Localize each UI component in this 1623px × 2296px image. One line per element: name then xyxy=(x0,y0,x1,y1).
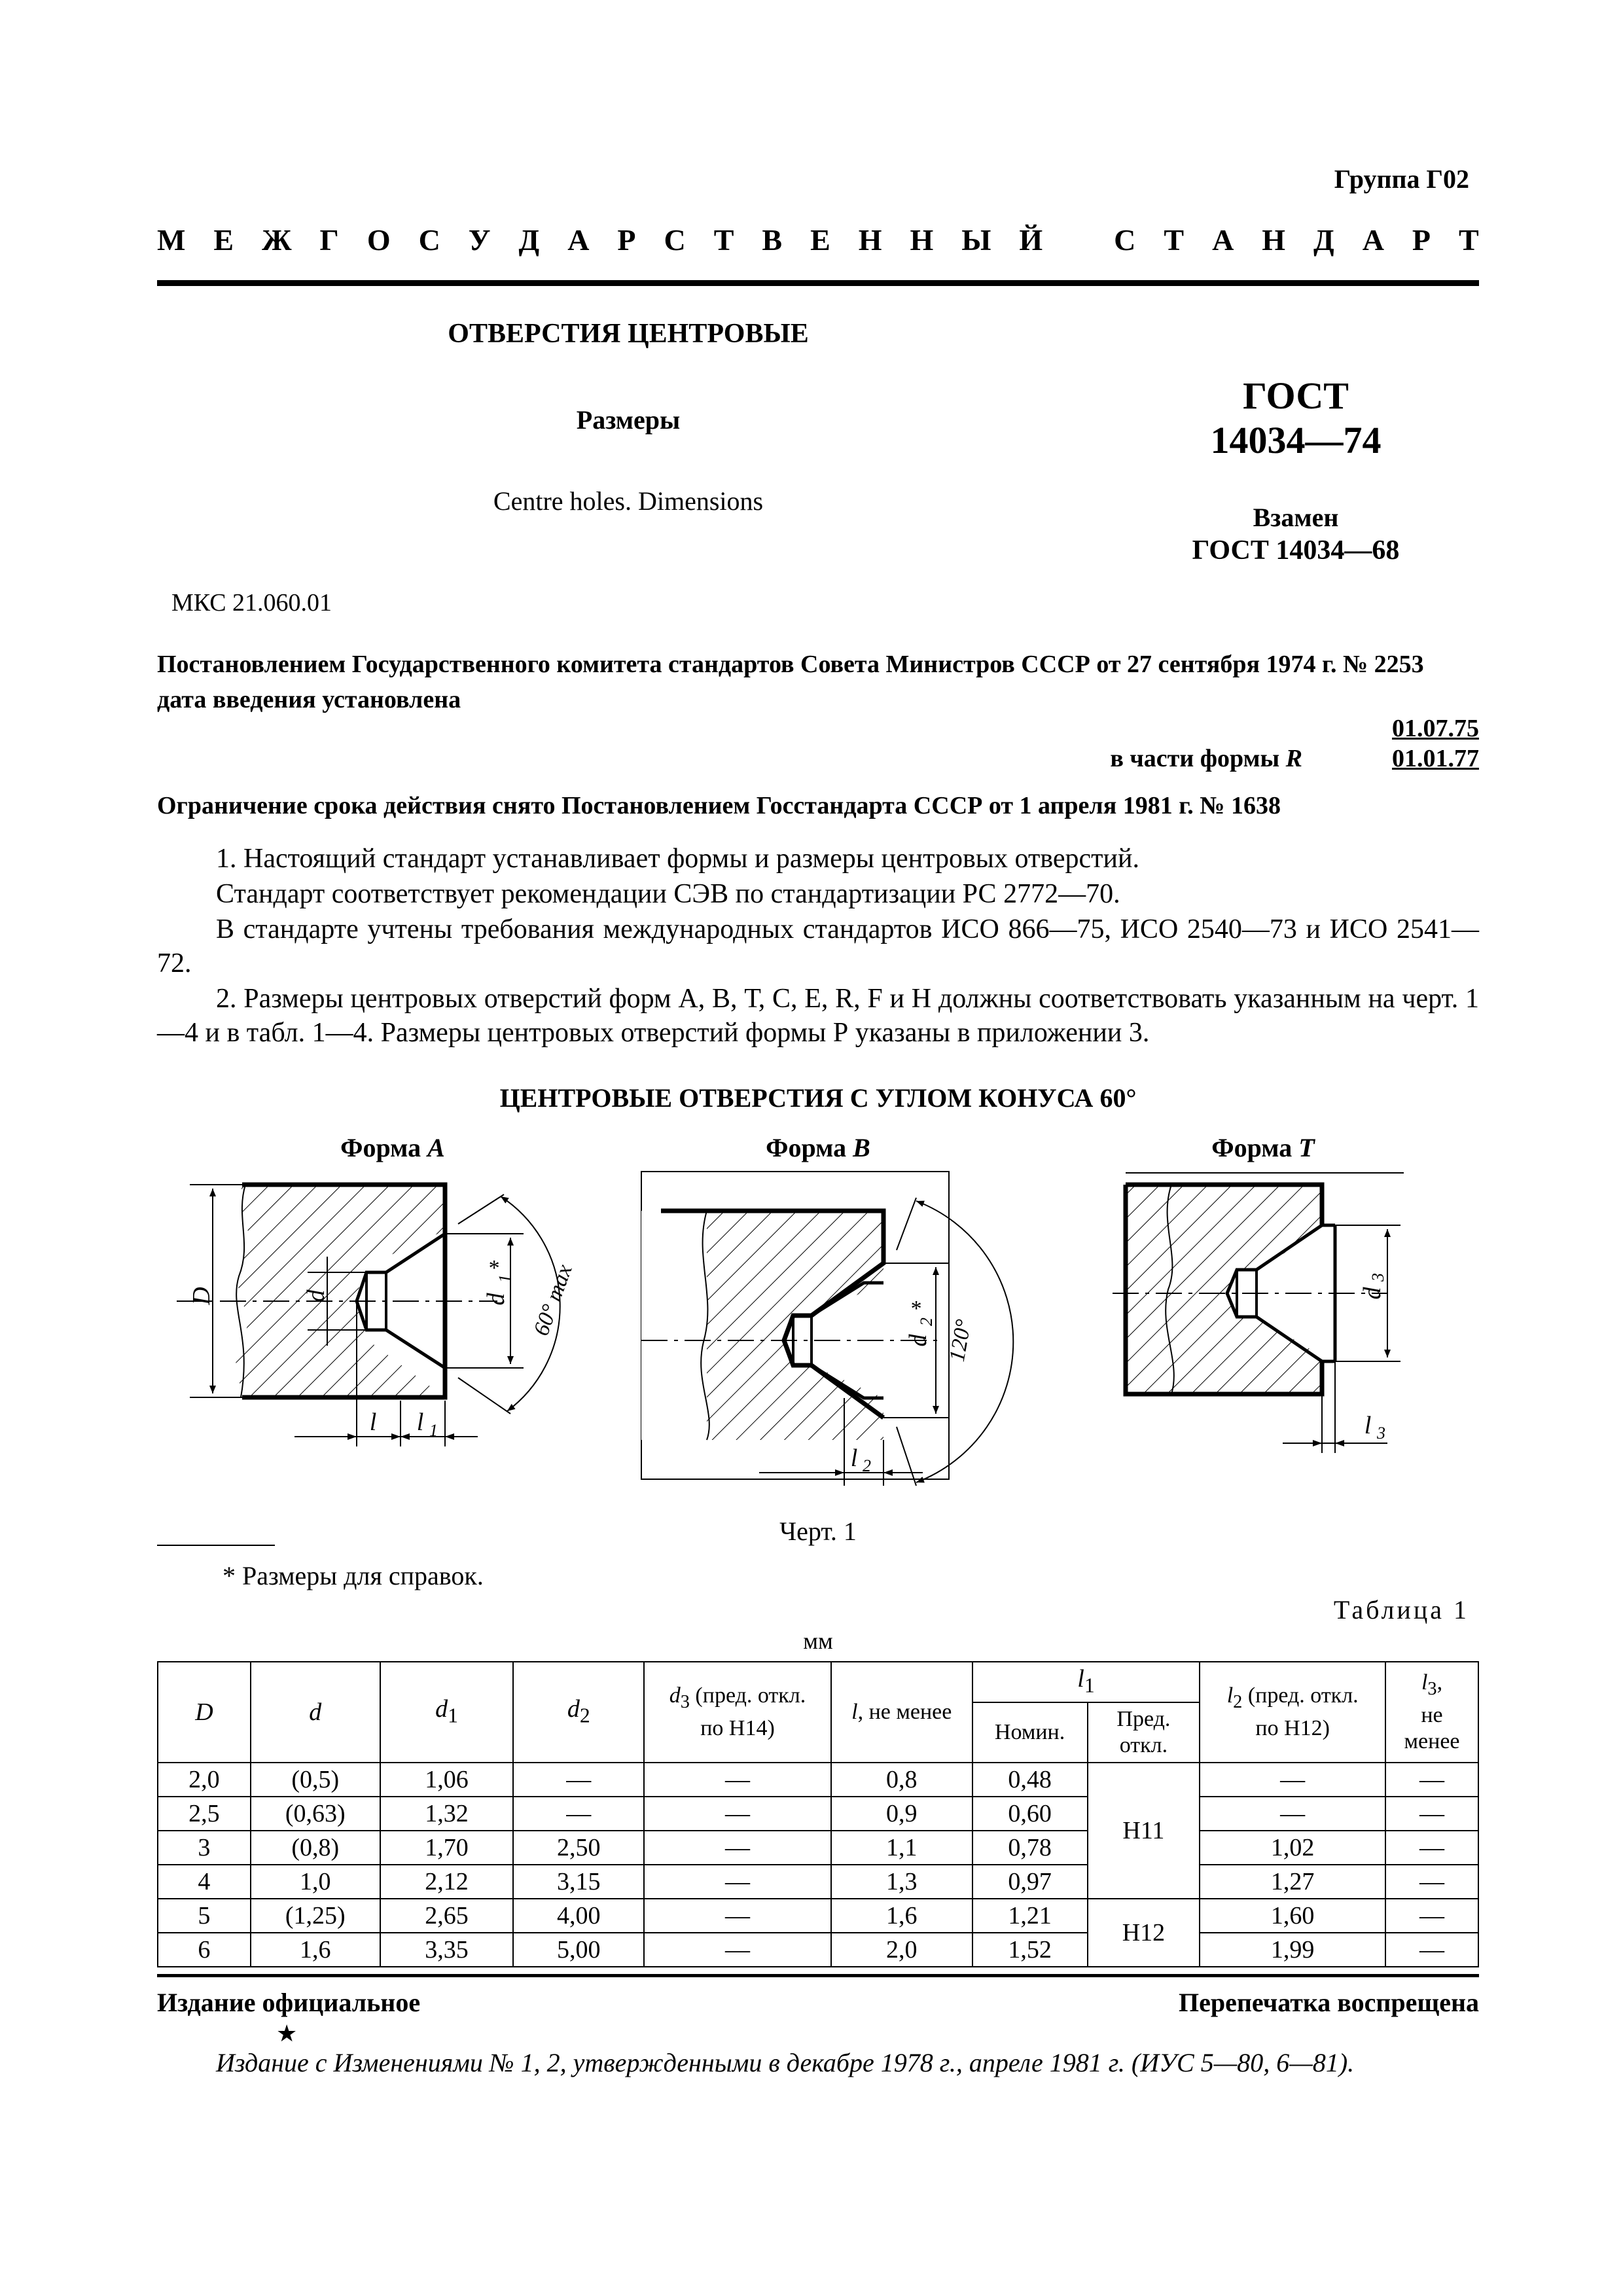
heading-letter: Е xyxy=(810,223,830,257)
decree-date-2-prefix: в части формы xyxy=(1110,745,1286,772)
table-cell: 4 xyxy=(158,1865,251,1899)
heading-letter: У xyxy=(468,223,491,257)
footnote: * Размеры для справок. xyxy=(223,1561,484,1590)
table-cell: 6 xyxy=(158,1933,251,1967)
heading-letter: Г xyxy=(319,223,339,257)
form-t-letter: T xyxy=(1298,1133,1315,1162)
table-cell: 1,70 xyxy=(380,1831,514,1865)
header-d: d xyxy=(251,1662,380,1763)
header-l xyxy=(831,1662,972,1763)
paragraph-2: 2. Размеры центровых отверстий форм А, В, Т, С, Е, R, F и Н должны соответствовать указанным на черт. 1—4 и в табл. 1—4. Размеры центровых отверстий формы Р указаны в приложении 3. xyxy=(157,984,1479,1048)
table-cell: — xyxy=(644,1865,831,1899)
table-cell: 2,5 xyxy=(158,1797,251,1831)
heading-letter: Д xyxy=(518,223,540,257)
table-cell: 3 xyxy=(158,1831,251,1865)
table-cell: 1,6 xyxy=(251,1933,380,1967)
label-l: l xyxy=(369,1408,377,1436)
header-l1-nominal: Номин. xyxy=(972,1702,1088,1763)
header-d1 xyxy=(380,1662,514,1763)
header-l2 xyxy=(1200,1662,1385,1763)
header-d3-sub: 3 xyxy=(680,1691,690,1712)
decree-date-1: 01.07.75 xyxy=(1392,715,1479,742)
header-l1-symbol: l xyxy=(1077,1664,1084,1693)
table-cell: 5 xyxy=(158,1899,251,1933)
replaces-label: Взамен xyxy=(1253,503,1339,532)
table-cell: 1,27 xyxy=(1200,1865,1385,1899)
decree-date-2: 01.01.77 xyxy=(1392,745,1479,772)
table-cell: 5,00 xyxy=(513,1933,644,1967)
header-d3-text: (пред. откл. xyxy=(689,1683,806,1708)
table-row xyxy=(158,1933,1478,1967)
table-cell: — xyxy=(644,1763,831,1797)
label-l2-sub: 2 xyxy=(863,1456,871,1475)
header-l1-dev-line1: Пред. xyxy=(1116,1707,1171,1731)
table-cell: 2,65 xyxy=(380,1899,514,1933)
table-unit: мм xyxy=(803,1628,833,1654)
heading-letter: Й xyxy=(1019,223,1043,257)
table-cell: 0,8 xyxy=(831,1763,972,1797)
label-d2-sub: 2 xyxy=(917,1318,936,1326)
heading-letter: С xyxy=(664,223,686,257)
table-row xyxy=(158,1763,1478,1797)
table-cell: — xyxy=(644,1831,831,1865)
restriction-text: Ограничение срока действия снято Постановлением Госстандарта СССР от 1 апреля 1981 г. № 1638 xyxy=(157,792,1281,819)
header-l-symbol: l xyxy=(851,1700,858,1724)
table-cell: 2,50 xyxy=(513,1831,644,1865)
label-d2-star: * xyxy=(910,1297,921,1321)
table-cell: — xyxy=(1385,1933,1478,1967)
heading-letter: О xyxy=(366,223,391,257)
label-d1-sub: 1 xyxy=(495,1274,514,1283)
label-d2: d xyxy=(904,1334,932,1347)
table-cell: 1,06 xyxy=(380,1763,514,1797)
header-l3-symbol: l xyxy=(1421,1670,1428,1695)
form-b-title xyxy=(720,1132,916,1163)
header-d3-symbol: d xyxy=(669,1683,681,1708)
document-title: ОТВЕРСТИЯ ЦЕНТРОВЫЕ xyxy=(448,319,809,349)
centre-hole-drawings xyxy=(0,1165,1623,1518)
table-cell: — xyxy=(644,1933,831,1967)
decree-text: Постановлением Государственного комитета стандартов Совета Министров СССР от 27 сентября 1974 г. № 2253 дата введения установлена xyxy=(157,651,1424,713)
header-l2-text-2: по H12) xyxy=(1255,1715,1330,1740)
header-l1-sub: 1 xyxy=(1084,1674,1095,1697)
form-a-prefix: Форма xyxy=(340,1133,428,1162)
decree-date-2-label xyxy=(942,742,1302,775)
footer-rule xyxy=(157,1974,1479,1977)
table-row xyxy=(158,1865,1478,1899)
label-D: D xyxy=(188,1287,215,1305)
table-cell: 1,3 xyxy=(831,1865,972,1899)
table-cell: — xyxy=(1385,1865,1478,1899)
label-l3-sub: 3 xyxy=(1377,1424,1385,1443)
figure-section-title: ЦЕНТРОВЫЕ ОТВЕРСТИЯ С УГЛОМ КОНУСА 60° xyxy=(499,1083,1137,1113)
heading-letter: Н xyxy=(858,223,882,257)
mks-code: МКС 21.060.01 xyxy=(171,589,332,617)
heading-letter: Ж xyxy=(262,223,292,257)
table-cell: 0,9 xyxy=(831,1797,972,1831)
label-l3: l xyxy=(1364,1412,1372,1439)
table-cell: 1,60 xyxy=(1200,1899,1385,1933)
heading-letter: С xyxy=(418,223,440,257)
header-d2 xyxy=(513,1662,644,1763)
heading-letter: Е xyxy=(213,223,234,257)
table-cell-tolerance: H11 xyxy=(1088,1763,1200,1899)
table-cell: 1,6 xyxy=(831,1899,972,1933)
header-l2-sub: 2 xyxy=(1233,1691,1243,1712)
label-angle-120: 120° xyxy=(944,1318,976,1364)
table-cell: 1,02 xyxy=(1200,1831,1385,1865)
table-cell: 2,0 xyxy=(831,1933,972,1967)
label-l1: l xyxy=(416,1408,424,1436)
table-row xyxy=(158,1899,1478,1933)
table-cell: 1,99 xyxy=(1200,1933,1385,1967)
decree-date-2-text xyxy=(1110,745,1302,772)
header-d3-text-2: по H14) xyxy=(700,1715,775,1740)
table-cell: 1,52 xyxy=(972,1933,1088,1967)
header-d2-symbol: d xyxy=(567,1695,580,1723)
form-b-letter: B xyxy=(853,1133,870,1162)
form-a-drawing xyxy=(177,1185,560,1446)
header-l1-dev-line2: откл. xyxy=(1119,1733,1168,1757)
table-cell: (0,5) xyxy=(251,1763,380,1797)
star-icon: ★ xyxy=(276,2020,298,2047)
form-t-prefix: Форма xyxy=(1211,1133,1299,1162)
heading-letter: Ы xyxy=(961,223,991,257)
header-l1-deviation xyxy=(1088,1702,1200,1763)
table-cell: 0,97 xyxy=(972,1865,1088,1899)
table-cell: 1,1 xyxy=(831,1831,972,1865)
table-body xyxy=(158,1763,1478,1967)
gost-number: 14034—74 xyxy=(1210,419,1382,461)
header-l3-comma: , xyxy=(1436,1670,1443,1695)
table-cell: — xyxy=(513,1763,644,1797)
paragraph-1b: Стандарт соответствует рекомендации СЭВ по стандартизации РС 2772—70. xyxy=(216,879,1120,909)
header-l2-symbol: l xyxy=(1226,1683,1234,1708)
heading-letter: А xyxy=(1362,223,1384,257)
label-d3: d xyxy=(1359,1287,1386,1300)
table-cell: — xyxy=(1385,1831,1478,1865)
table-cell: 0,60 xyxy=(972,1797,1088,1831)
table-cell: 3,35 xyxy=(380,1933,514,1967)
figure-caption: Черт. 1 xyxy=(779,1516,857,1546)
header-rule xyxy=(157,280,1479,286)
heading-letter: Т xyxy=(1459,223,1479,257)
heading-letter: Н xyxy=(910,223,934,257)
table-cell: 4,00 xyxy=(513,1899,644,1933)
heading-gap xyxy=(1071,223,1086,257)
table-cell: 1,0 xyxy=(251,1865,380,1899)
footnote-rule xyxy=(157,1545,275,1546)
header-l3-text-2: менее xyxy=(1404,1729,1460,1753)
document-title-en: Centre holes. Dimensions xyxy=(493,486,764,516)
header-d2-sub: 2 xyxy=(579,1704,590,1727)
heading-letter: А xyxy=(1212,223,1234,257)
table-cell: — xyxy=(1200,1763,1385,1797)
header-l3-text: не xyxy=(1421,1702,1443,1727)
replaces-value: ГОСТ 14034—68 xyxy=(1192,535,1400,565)
header-d1-symbol: d xyxy=(435,1695,448,1723)
header-l-text: , не менее xyxy=(857,1700,952,1724)
heading-letter: В xyxy=(762,223,783,257)
heading-letter: А xyxy=(567,223,590,257)
table-cell: — xyxy=(1200,1797,1385,1831)
header-D: D xyxy=(158,1662,251,1763)
heading-letter: С xyxy=(1114,223,1136,257)
label-l2: l xyxy=(850,1444,858,1472)
table-1 xyxy=(157,1661,1479,1967)
header-d1-sub: 1 xyxy=(448,1704,458,1727)
label-d3-sub: 3 xyxy=(1368,1273,1387,1282)
form-t-drawing xyxy=(1113,1173,1404,1453)
heading-letter: Т xyxy=(713,223,734,257)
form-a-title xyxy=(294,1132,491,1163)
decree-date-2-form: R xyxy=(1285,745,1302,772)
table-cell: — xyxy=(1385,1763,1478,1797)
paragraph-1c: В стандарте учтены требования международных стандартов ИСО 866—75, ИСО 2540—73 и ИСО 2541—72. xyxy=(157,914,1479,978)
heading-letter: Д xyxy=(1313,223,1334,257)
header-l1 xyxy=(972,1662,1200,1702)
table-row xyxy=(158,1797,1478,1831)
label-d1-star: * xyxy=(488,1256,499,1280)
table-cell: — xyxy=(644,1797,831,1831)
table-cell: 1,21 xyxy=(972,1899,1088,1933)
paragraph-1: 1. Настоящий стандарт устанавливает формы и размеры центровых отверстий. xyxy=(216,844,1139,874)
header-l3-sub: 3 xyxy=(1427,1678,1437,1699)
header-d3 xyxy=(644,1662,831,1763)
table-cell: — xyxy=(1385,1899,1478,1933)
edition-note: Издание с Изменениями № 1, 2, утвержденными в декабре 1978 г., апреле 1981 г. (ИУС 5—80, 6—81). xyxy=(216,2048,1355,2077)
heading-letter: Н xyxy=(1262,223,1286,257)
table-cell: (0,63) xyxy=(251,1797,380,1831)
header-l2-text: (пред. откл. xyxy=(1242,1683,1359,1708)
table-cell: 2,12 xyxy=(380,1865,514,1899)
standard-type-heading xyxy=(157,223,1479,257)
label-d1: d xyxy=(482,1293,510,1306)
label-l1-sub: 1 xyxy=(429,1421,438,1440)
table-cell-tolerance: H12 xyxy=(1088,1899,1200,1967)
heading-letter: М xyxy=(157,223,186,257)
table-cell: — xyxy=(1385,1797,1478,1831)
form-t-title xyxy=(1165,1132,1361,1163)
table-label: Таблица 1 xyxy=(1333,1595,1469,1624)
official-edition: Издание официальное xyxy=(157,1988,421,2017)
table-cell: (1,25) xyxy=(251,1899,380,1933)
heading-letter: Р xyxy=(1412,223,1431,257)
table-cell: — xyxy=(513,1797,644,1831)
label-d-form-a: d xyxy=(302,1289,330,1302)
gost-label: ГОСТ xyxy=(1243,374,1349,417)
table-row xyxy=(158,1831,1478,1865)
heading-letter: Р xyxy=(617,223,636,257)
heading-letter: Т xyxy=(1164,223,1185,257)
table-cell: 0,48 xyxy=(972,1763,1088,1797)
table-cell: (0,8) xyxy=(251,1831,380,1865)
table-cell: 3,15 xyxy=(513,1865,644,1899)
form-b-prefix: Форма xyxy=(766,1133,853,1162)
header-l3 xyxy=(1385,1662,1478,1763)
label-angle-60: 60° max xyxy=(529,1261,577,1339)
table-cell: 0,78 xyxy=(972,1831,1088,1865)
table-cell: — xyxy=(644,1899,831,1933)
table-cell: 2,0 xyxy=(158,1763,251,1797)
table-cell: 1,32 xyxy=(380,1797,514,1831)
document-subtitle: Размеры xyxy=(576,405,681,435)
form-a-letter: A xyxy=(427,1133,445,1162)
reprint-prohibited: Перепечатка воспрещена xyxy=(1179,1988,1479,2017)
group-code: Группа Г02 xyxy=(1334,164,1469,194)
